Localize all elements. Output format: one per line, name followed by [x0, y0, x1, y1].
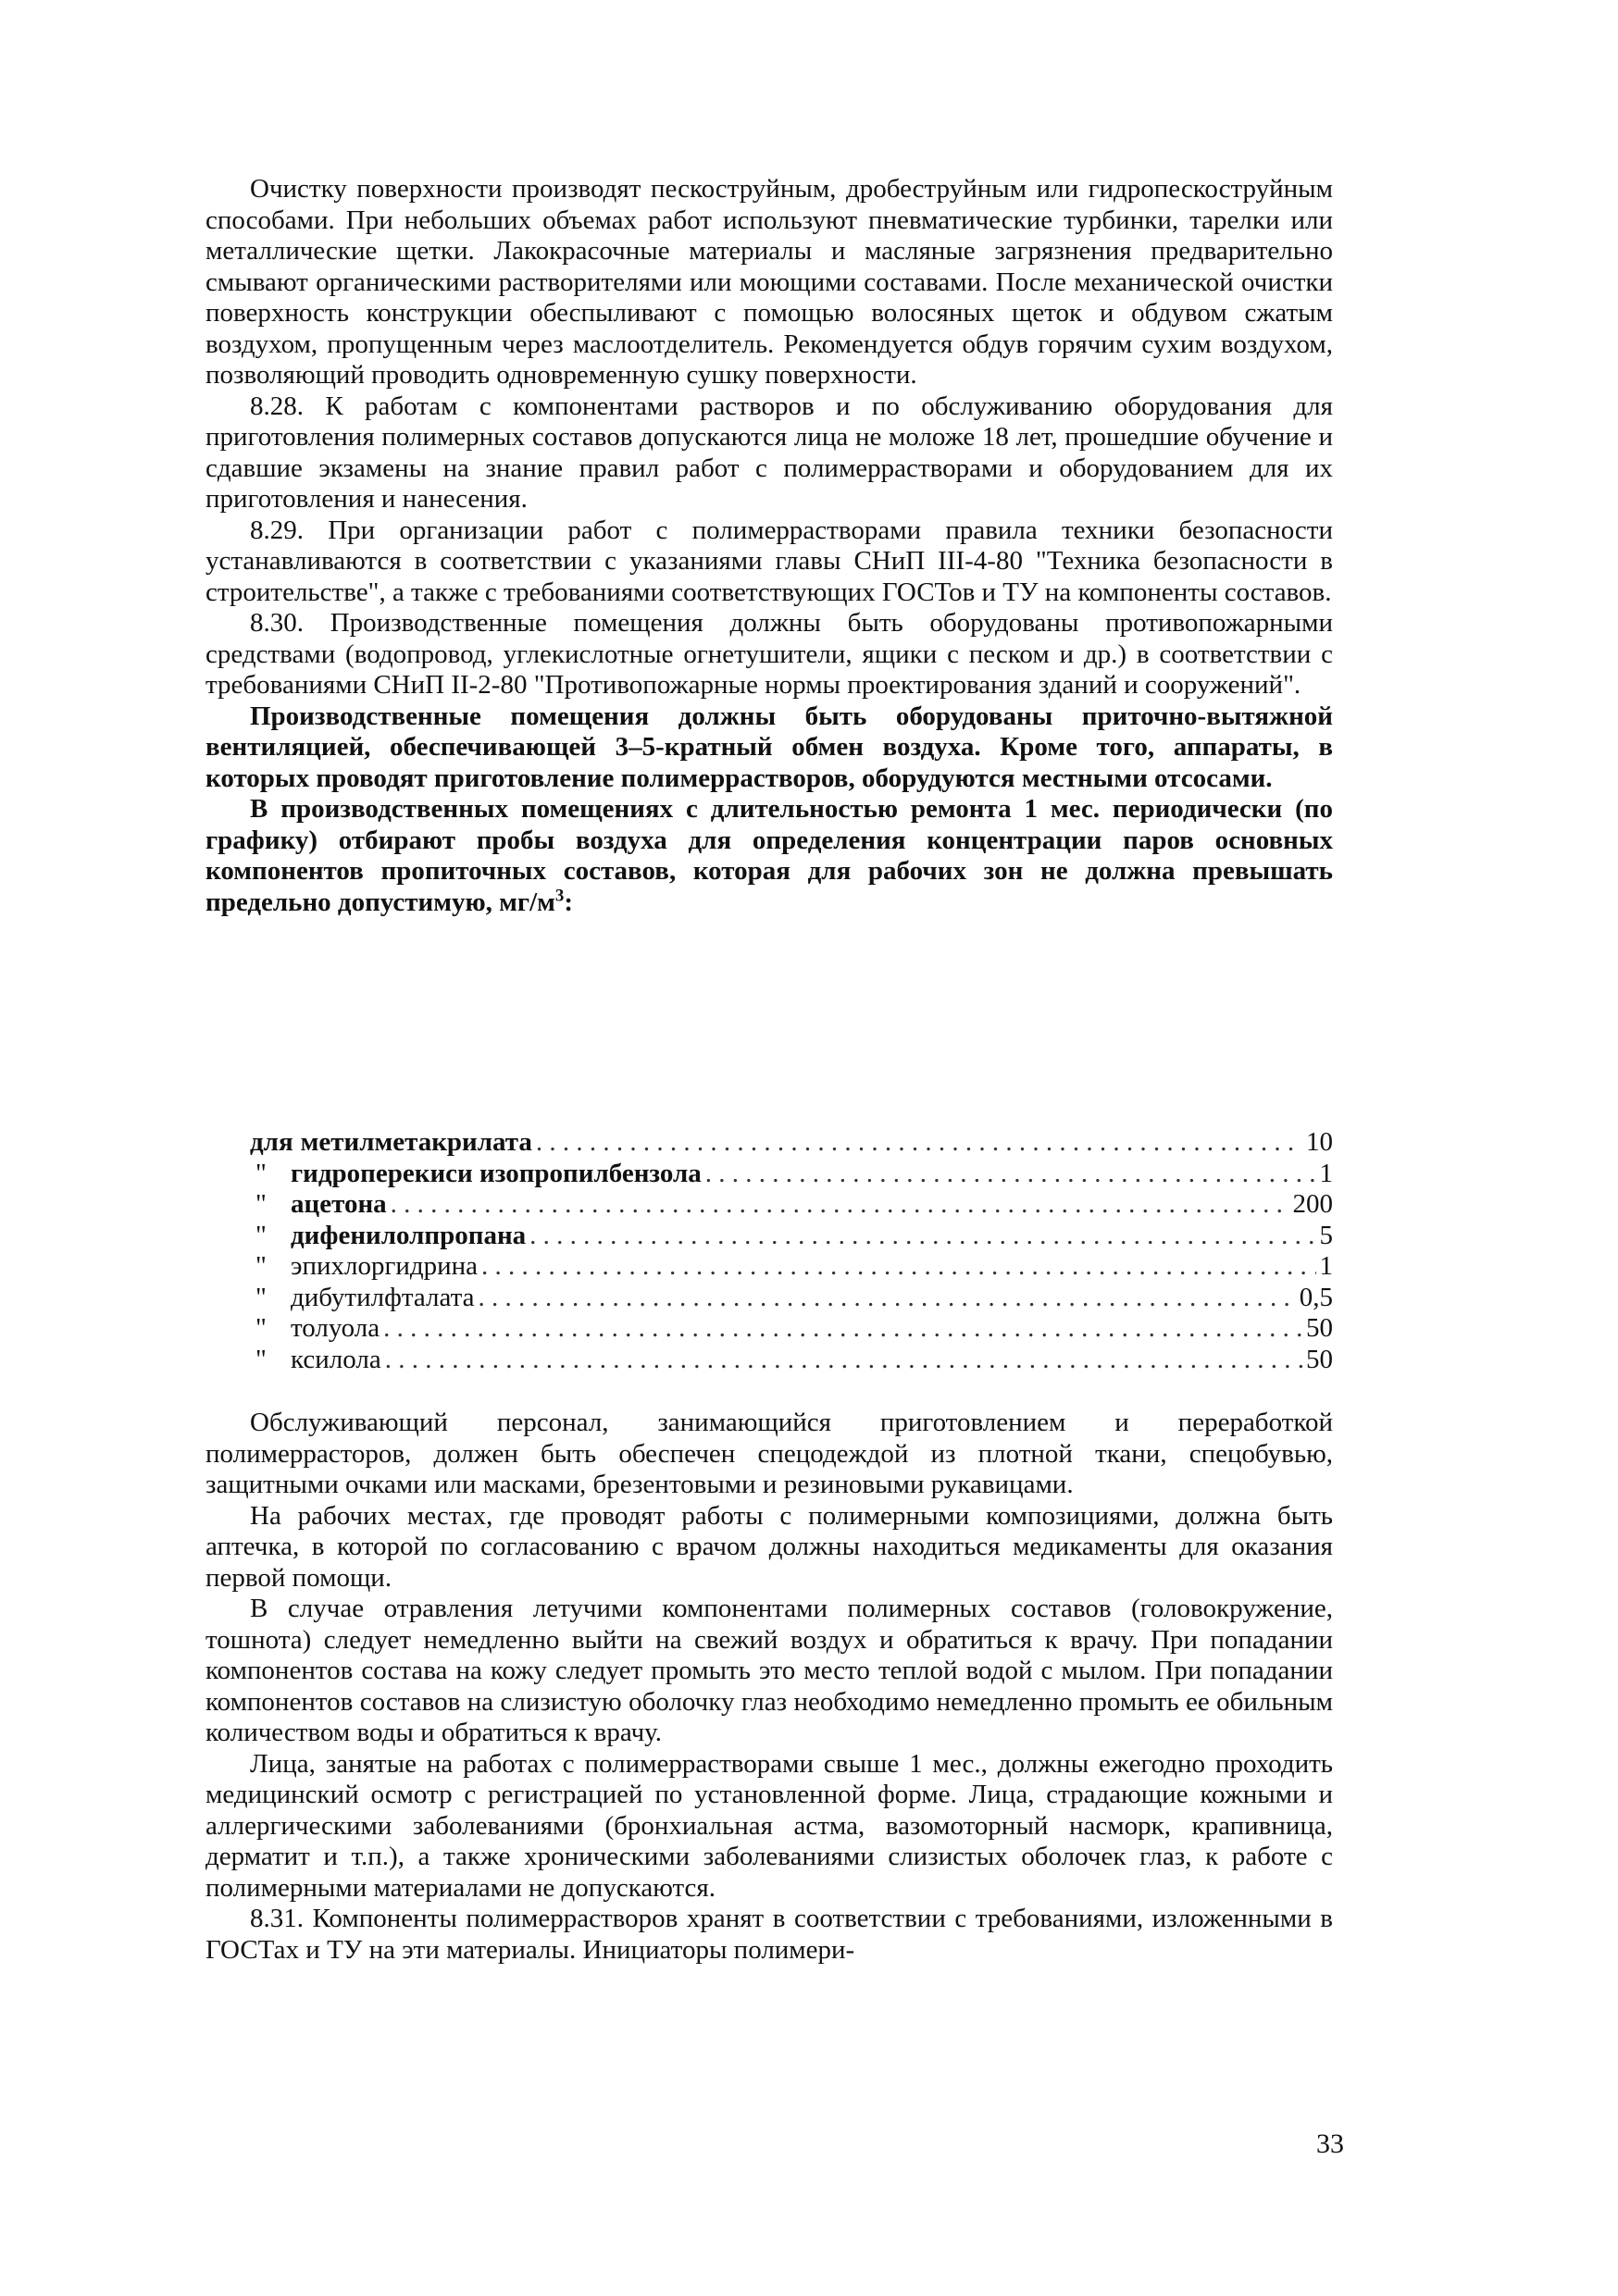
concentration-limits-list	[250, 1127, 1333, 1375]
ditto-mark: "	[255, 1313, 267, 1343]
limit-value: 50	[1306, 1313, 1333, 1343]
limit-substance: толуола	[291, 1313, 380, 1343]
air-sampling-tail: :	[564, 887, 574, 917]
limit-substance: дифенилолпропана	[291, 1220, 527, 1250]
limit-substance: ксилола	[291, 1344, 381, 1374]
limit-row	[250, 1251, 1333, 1283]
limit-value: 10	[1306, 1127, 1333, 1157]
paragraph-first-aid-kit: На рабочих местах, где проводят работы с полимерными композициями, должна быть аптечка, в которой по согласованию с врачом должны находиться медикаменты для оказания первой помощи.	[205, 1500, 1333, 1593]
limit-substance: гидроперекиси изопропилбензола	[291, 1158, 702, 1188]
limit-value: 1	[1319, 1158, 1333, 1188]
paragraph-8-31: 8.31. Компоненты полимеррастворов хранят в соответствии с требованиями, изложенными в ГОСТах и ТУ на эти материалы. Инициаторы полимери-	[205, 1904, 1333, 1965]
paragraph-8-29: 8.29. При организации работ с полимеррастворами правила техники безопасности устанавливаются в соответствии с указаниями главы СНиП III-4-80 "Техника безопасности в строительстве", а также с требованиями соответствующих ГОСТов и ТУ на компоненты составов.	[205, 515, 1333, 607]
limit-substance: дибутилфталата	[291, 1282, 475, 1312]
limit-row	[250, 1127, 1333, 1159]
paragraph-poisoning: В случае отравления летучими компонентами полимерных составов (головокружение, тошнота) следует немедленно выйти на свежий воздух и обратиться к врачу. При попадании компонентов состава на кожу следует промыть это место теплой водой с мылом. При попадании компонентов составов на слизистую оболочку глаз необходимо немедленно промыть ее обильным количеством воды и обратиться к врачу.	[205, 1594, 1333, 1747]
dot-leader	[391, 1189, 1289, 1221]
ditto-mark: "	[255, 1220, 267, 1250]
body-text-lower	[205, 1408, 1333, 1966]
limit-value: 50	[1306, 1344, 1333, 1374]
limit-substance: эпихлоргидрина	[291, 1251, 479, 1281]
paragraph-8-30: 8.30. Производственные помещения должны быть оборудованы противопожарными средствами (водопровод, углекислотные огнетушители, ящики с песком и др.) в соответствии с требованиями СНиП II-2-80 "Противопожарные нормы проектирования зданий и сооружений".	[205, 608, 1333, 700]
dot-leader	[529, 1221, 1315, 1252]
ditto-mark: "	[255, 1251, 267, 1281]
limit-substance: метилметакрилата	[300, 1127, 532, 1157]
body-text-upper	[205, 174, 1333, 918]
dot-leader	[481, 1251, 1315, 1283]
limit-row	[250, 1189, 1333, 1221]
limit-value: 1	[1319, 1251, 1333, 1281]
limit-row	[250, 1221, 1333, 1252]
paragraph-protective-clothing: Обслуживающий персонал, занимающийся приготовлением и переработкой полимеррасторов, должен быть обеспечен спецодеждой из плотной ткани, спецобувью, защитными очками или масками, брезентовыми и резиновыми рукавицами.	[205, 1408, 1333, 1499]
ditto-mark: "	[255, 1344, 267, 1374]
ditto-mark: "	[255, 1189, 267, 1219]
unit-superscript: 3	[554, 885, 565, 905]
dot-leader	[705, 1159, 1316, 1190]
paragraph-8-28: 8.28. К работам с компонентами растворов и по обслуживанию оборудования для приготовления полимерных составов допускаются лица не моложе 18 лет, прошедшие обучение и сдавшие экзамены на знание правил работ с полимеррастворами и оборудованием для их приготовления и нанесения.	[205, 391, 1333, 514]
dot-leader	[536, 1127, 1302, 1159]
dot-leader	[385, 1345, 1302, 1376]
limit-value: 5	[1319, 1220, 1333, 1250]
limit-row	[250, 1159, 1333, 1190]
limit-row	[250, 1283, 1333, 1314]
ditto-mark: "	[255, 1282, 267, 1312]
paragraph-air-sampling	[205, 794, 1333, 918]
limit-row	[250, 1345, 1333, 1376]
paragraph-medical-exam: Лица, занятые на работах с полимеррастворами свыше 1 мес., должны ежегодно проходить медицинский осмотр с регистрацией по установленной форме. Лица, страдающие кожными и аллергическими заболеваниями (бронхиальная астма, вазомоторный насморк, крапивница, дерматит и т.п.), а также хроническими заболеваниями слизистых оболочек глаз, к работе с полимерными материалами не допускаются.	[205, 1748, 1333, 1903]
limit-prefix: для	[250, 1127, 293, 1157]
limit-row	[250, 1313, 1333, 1345]
air-sampling-text: В производственных помещениях с длительностью ремонта 1 мес. периодически (по графику) отбирают пробы воздуха для определения концентрации паров основных компонентов пропиточных составов, которая для рабочих зон не должна превышать предельно допустимую, мг/м	[205, 794, 1333, 917]
limit-value: 0,5	[1299, 1282, 1333, 1312]
dot-leader	[383, 1313, 1302, 1345]
page-number: 33	[1316, 2128, 1344, 2159]
limit-value: 200	[1292, 1189, 1333, 1219]
dot-leader	[479, 1283, 1296, 1314]
paragraph-surface-cleaning: Очистку поверхности производят пескоструйным, дробеструйным или гидропескоструйным способами. При небольших объемах работ используют пневматические турбинки, тарелки или металлические щетки. Лакокрасочные материалы и масляные загрязнения предварительно смывают органическими растворителями или моющими составами. После механической очистки поверхность конструкции обеспыливают с помощью волосяных щеток и обдувом сжатым воздухом, пропущенным через маслоотделитель. Рекомендуется обдув горячим сухим воздухом, позволяющий проводить одновременную сушку поверхности.	[205, 174, 1333, 390]
ditto-mark: "	[255, 1158, 267, 1188]
paragraph-ventilation: Производственные помещения должны быть оборудованы приточно-вытяжной вентиляцией, обеспечивающей 3–5-кратный обмен воздуха. Кроме того, аппараты, в которых проводят приготовление полимеррастворов, оборудуются местными отсосами.	[205, 701, 1333, 793]
limit-substance: ацетона	[291, 1189, 387, 1219]
